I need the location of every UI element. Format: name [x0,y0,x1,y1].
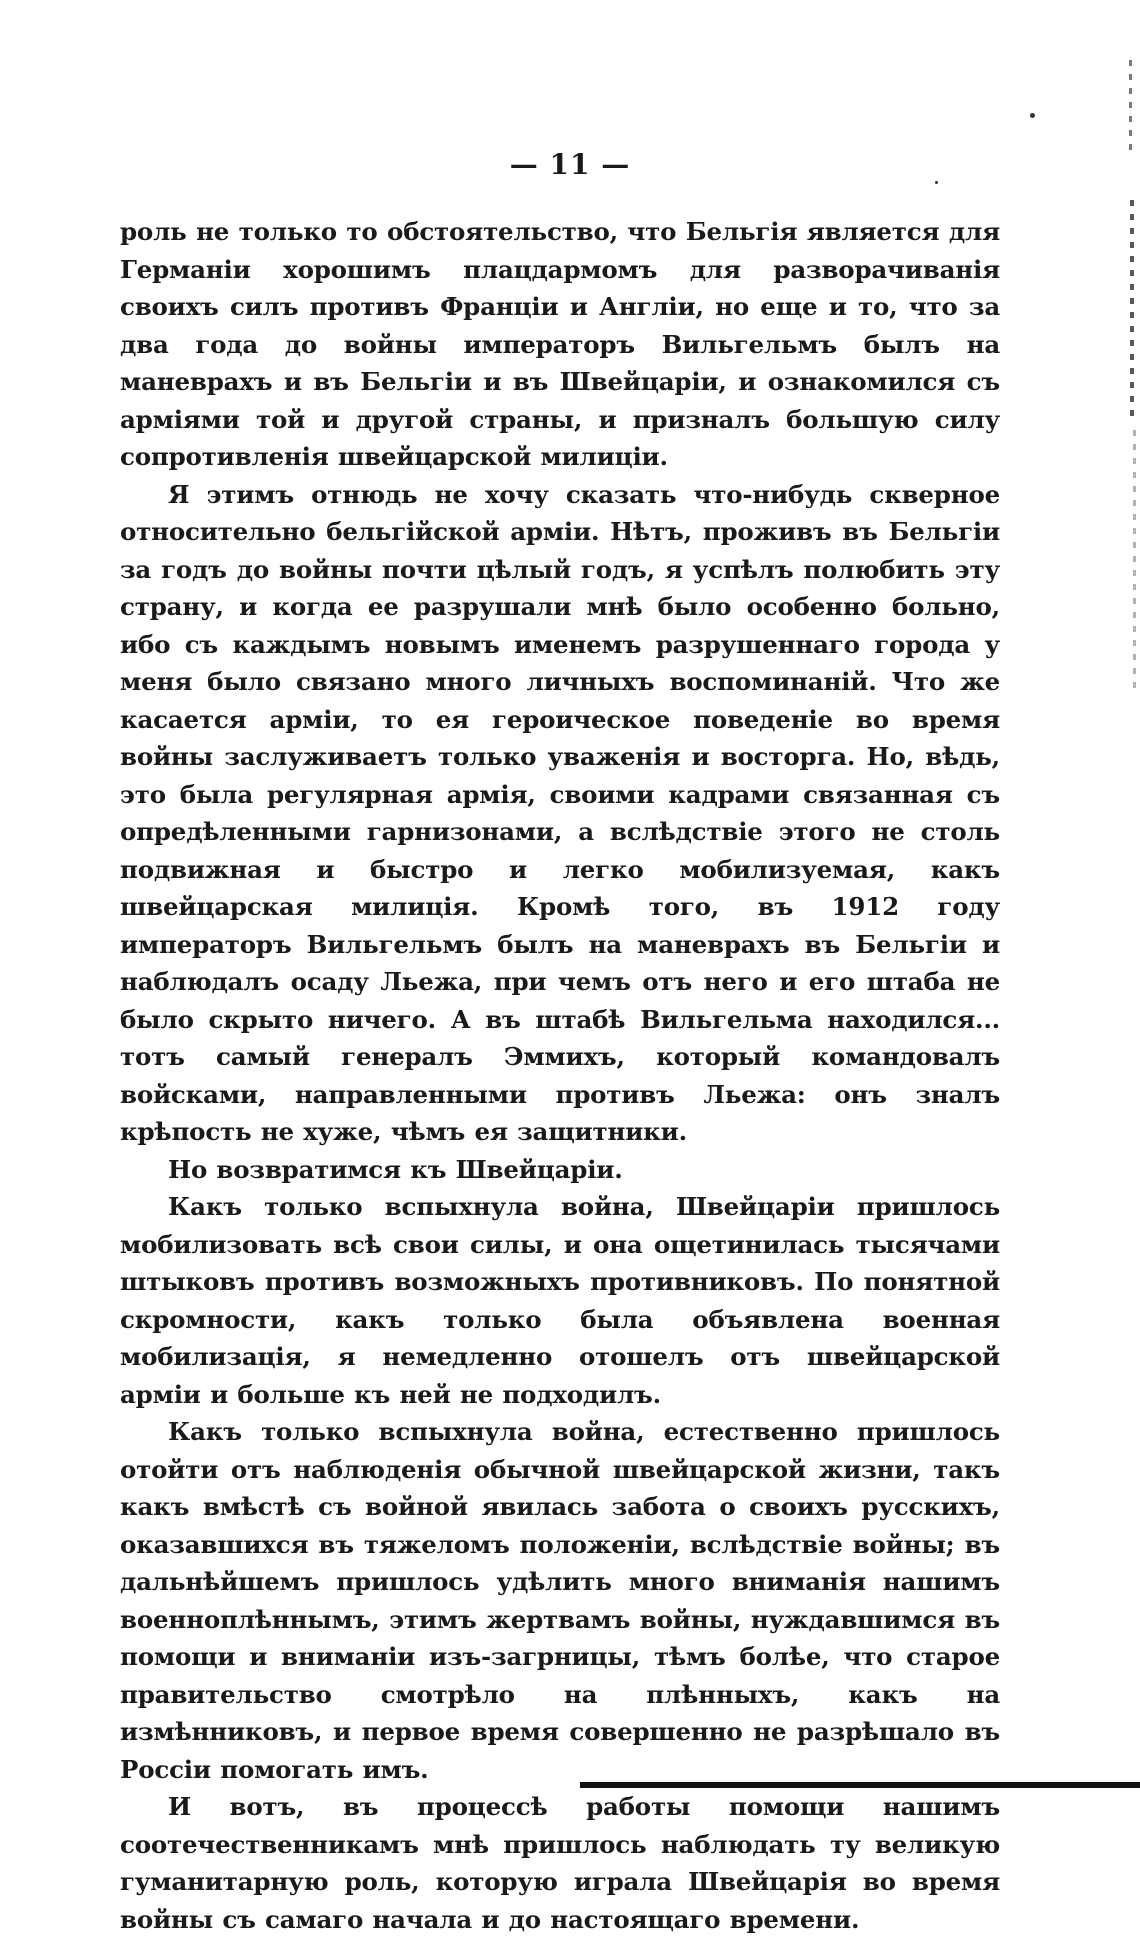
paragraph: Какъ только вспыхнула война, естественно пришлось отойти отъ наблюденія обычной швейцарской жизни, такъ какъ вмѣстѣ съ войной явилась забота о своихъ русскихъ, оказавшихся въ тяжеломъ положеніи, вслѣдствіе войны; въ дальнѣйшемъ пришлось удѣлить много вниманія нашимъ военноплѣннымъ, этимъ жертвамъ войны, нуждавшимся въ помощи и вниманіи изъ-загрницы, тѣмъ болѣе, что старое правительство смотрѣло на плѣнныхъ, какъ на измѣнниковъ, и первое время совершенно не разрѣшало въ Россіи помогать имъ. [120,1417,1000,1784]
paragraph: Какъ только вспыхнула война, Швейцаріи пришлось мобилизовать всѣ свои силы, и она ощетинилась тысячами штыковъ противъ возможныхъ противниковъ. По понятной скромности, какъ только была объявлена военная мобилизація, я немедленно отошелъ отъ швейцарской арміи и больше къ ней не подходилъ. [120,1192,1000,1409]
scan-edge-artifact [1133,430,1136,690]
page-number: — 11 — [509,148,631,181]
paragraph: И вотъ, въ процессѣ работы помощи нашимъ соотечественникамъ мнѣ пришлось наблюдать ту великую гуманитарную роль, которую играла Швейцарія во время войны съ самаго начала и до настоящаго времени. [120,1792,1000,1934]
scan-edge-artifact [1129,60,1132,150]
scan-speck [1030,113,1035,118]
paragraph: Но возвратимся къ Швейцаріи. [168,1154,623,1184]
scan-speck [935,181,938,184]
page-body-text [120,213,1000,1938]
paragraph: Я этимъ отнюдь не хочу сказать что-нибудь скверное относительно бельгійской арміи. Нѣтъ, проживъ въ Бельгіи за годъ до войны почти цѣлый годъ, я успѣлъ полюбить эту страну, и когда ее разрушали мнѣ было особенно больно, ибо съ каждымъ новымъ именемъ разрушеннаго города у меня было связано много личныхъ воспоминаній. Что же касается арміи, то ея героическое поведеніе во время войны заслуживаетъ только уваженія и восторга. Но, вѣдь, это была регулярная армія, своими кадрами связанная съ опредѣленными гарнизонами, а вслѣдствіе этого не столь подвижная и быстро и легко мобилизуемая, какъ швейцарская милиція. Кромѣ того, въ 1912 году императоръ Вильгельмъ былъ на маневрахъ въ Бельгіи и наблюдалъ осаду Льежа, при чемъ отъ него и его штаба не было скрыто ничего. А въ штабѣ Вильгельма находился... тотъ самый генералъ Эммихъ, который командовалъ войсками, направленными противъ Льежа: онъ зналъ крѣпость не хуже, чѣмъ ея защитники. [120,479,1000,1146]
scan-bottom-edge [580,1782,1140,1788]
scan-edge-artifact [1130,200,1134,420]
paragraph: роль не только то обстоятельство, что Бельгія является для Германіи хорошимъ плацдармомъ для разворачиванія своихъ силъ противъ Франціи и Англіи, но еще и то, что за два года до войны императоръ Вильгельмъ былъ на маневрахъ и въ Бельгіи и въ Швейцаріи, и ознакомился съ арміями той и другой страны, и призналъ большую силу сопротивленія швейцарской милиціи. [120,217,1000,471]
